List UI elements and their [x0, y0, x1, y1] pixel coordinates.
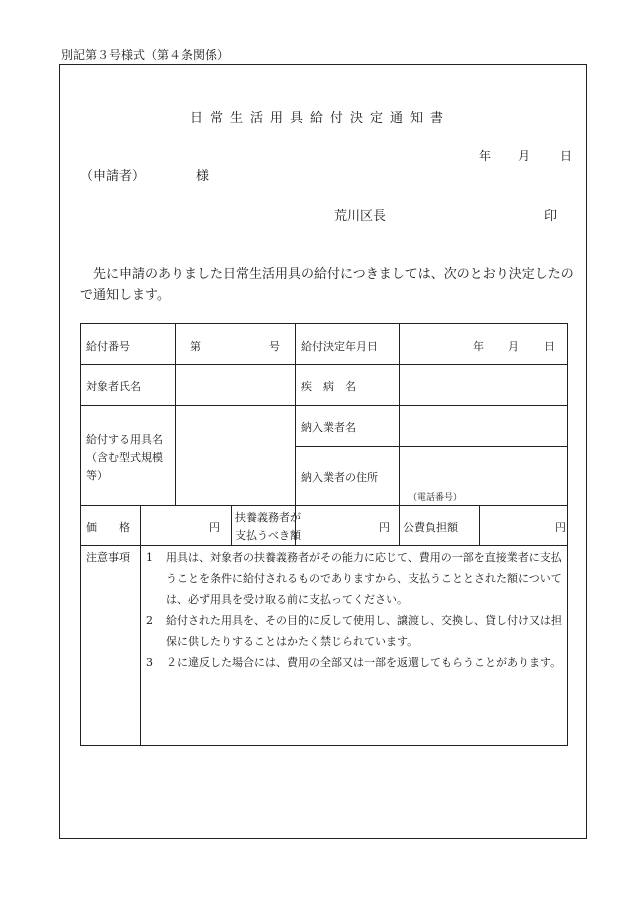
table-rule: [479, 505, 480, 545]
guardian-payment-label: 扶養義務者が: [235, 511, 301, 524]
note-item: [146, 610, 566, 652]
table-rule: [81, 364, 567, 365]
note-text: 給付された用具を、その目的に反して使用し、譲渡し、交換し、貸し付け又は担保に供したりすることはかたく禁じられています。: [166, 614, 562, 648]
seal-mark: 印: [544, 209, 558, 224]
table-rule: [295, 446, 567, 447]
public-burden-yen: 円: [555, 521, 566, 534]
note-number: 3: [146, 656, 153, 669]
table-rule: [81, 505, 567, 506]
table-rule: [81, 545, 567, 546]
note-text: 用具は、対象者の扶養義務者がその能力に応じて、費用の一部を直接業者に支払うことを条件に給付されるものでありますから、支払うこととされた額については、必ず用具を受け取る前に支払ってください。: [166, 551, 562, 606]
date-month-label: 月: [518, 149, 531, 163]
supplier-address-label: 納入業者の住所: [301, 471, 378, 484]
disease-name-label: 疾 病 名: [301, 380, 356, 393]
phone-label: （電話番号）: [408, 493, 463, 503]
notification-body: 先に申請のありました日常生活用具の給付につきましては、次のとおり決定したので通知します。: [80, 267, 574, 303]
issuer-name: 荒川区長: [334, 209, 387, 224]
price-label: 価 格: [86, 521, 130, 534]
grant-details-table: [80, 323, 568, 746]
table-rule: [399, 324, 400, 505]
note-number: 1: [146, 551, 153, 564]
grant-number-label: 給付番号: [86, 340, 130, 353]
equipment-name-label: 給付する用具名: [86, 433, 163, 446]
date-day-label: 日: [560, 149, 573, 163]
grant-number-suffix: 号: [269, 340, 280, 353]
table-rule: [175, 324, 176, 505]
document-title: 日常生活用具給付決定通知書: [189, 111, 450, 126]
guardian-payment-label: 支払うべき額: [235, 529, 301, 542]
table-rule: [399, 505, 400, 545]
note-item: [146, 547, 566, 610]
notes-label: 注意事項: [86, 551, 130, 564]
date-year-label: 年: [479, 149, 492, 163]
guardian-payment-yen: 円: [379, 521, 390, 534]
equipment-name-label: 等）: [86, 469, 108, 482]
decision-day-label: 日: [544, 340, 555, 353]
recipient-name-label: 対象者氏名: [86, 380, 141, 393]
table-rule: [140, 505, 141, 745]
decision-year-label: 年: [473, 340, 484, 353]
table-rule: [81, 405, 567, 406]
form-number-note: 別記第３号様式（第４条関係）: [61, 48, 230, 62]
table-rule: [231, 505, 232, 545]
supplier-name-label: 納入業者名: [301, 421, 356, 434]
applicant-label: （申請者）: [80, 169, 146, 184]
notes-list: [146, 547, 566, 673]
note-number: 2: [146, 614, 153, 627]
decision-date-label: 給付決定年月日: [301, 340, 378, 353]
note-text: ２に違反した場合には、費用の全部又は一部を返還してもらうことがあります。: [166, 656, 562, 669]
decision-month-label: 月: [508, 340, 519, 353]
equipment-name-label: （含む型式規模: [86, 451, 163, 464]
price-yen: 円: [209, 521, 220, 534]
applicant-honorific: 様: [196, 169, 210, 184]
public-burden-label: 公費負担額: [403, 521, 458, 534]
grant-number-prefix: 第: [190, 340, 201, 353]
note-item: [146, 652, 566, 673]
